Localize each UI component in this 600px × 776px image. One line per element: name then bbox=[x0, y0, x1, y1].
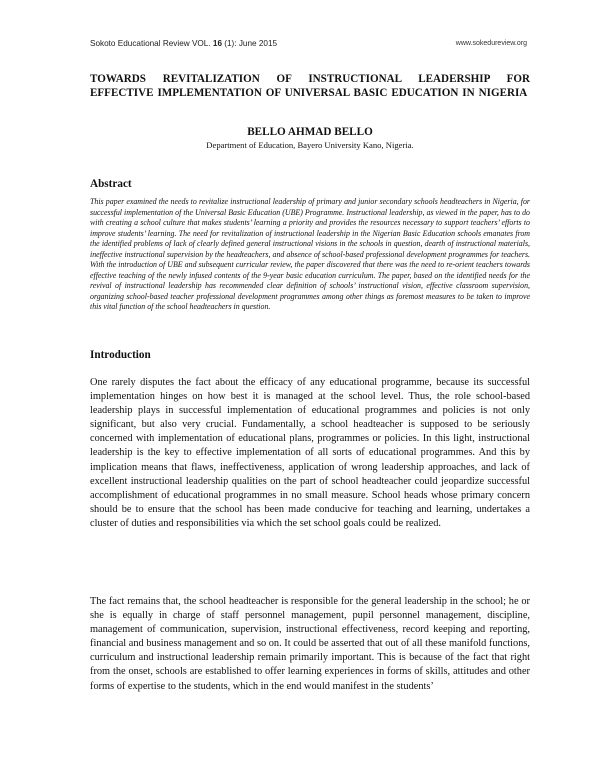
introduction-paragraph-1: One rarely disputes the fact about the efficacy of any educational programme, because its successful implementation hinges on how best it is managed at the school level. Thus, the role school-based leadership plays in successful implementation of educational programmes and policies is not only significant, but also very crucial. Fundamentally, a school headteacher is supposed to be seriously concerned with implementation of educational plans, programmes or policies. In this light, instructional leadership is the key to effective implementation of all sorts of educational programmes. And this by implication means that flaws, ineffectiveness, application of wrong leadership approaches, and lack of excellent instructional leadership qualities on the part of school headteacher could jeopardize successful accomplishment of educational programmes in no small measure. School heads whose primary concern should be to ensure that the school has been made conducive for teaching and learning, undertakes a cluster of duties and responsibilities via which the set school goals could be realized. bbox=[90, 377, 530, 529]
journal-website: www.sokedureview.org bbox=[455, 40, 527, 47]
journal-header bbox=[90, 39, 277, 48]
introduction-paragraph-2: The fact remains that, the school headteacher is responsible for the general leadership in the school; he or she is equally in charge of staff personnel management, pupil personnel management, discipline, management of communication, supervision, instructional effectiveness, record keeping and reporting, financial and business management and so on. It could be asserted that out of all these manifold functions, curriculum and instructional leadership remain primarily important. This is because of the fact that right from the onset, schools are established to offer learning experiences in forms of skills, attitudes and other forms of expertise to the students, which in the end would manifest in the students’ bbox=[90, 596, 530, 692]
author-affiliation: Department of Education, Bayero University Kano, Nigeria. bbox=[206, 140, 414, 150]
volume-number: 16 bbox=[212, 39, 222, 48]
paper-title: TOWARDS REVITALIZATION OF INSTRUCTIONAL LEADERSHIP FOR EFFECTIVE IMPLEMENTATION OF UNIVERSAL BASIC EDUCATION IN NIGERIA bbox=[90, 73, 530, 99]
author-name: BELLO AHMAD BELLO bbox=[247, 126, 373, 138]
issue-date: (1): June 2015 bbox=[222, 39, 278, 48]
introduction-heading: Introduction bbox=[90, 349, 151, 361]
abstract-heading: Abstract bbox=[90, 178, 132, 190]
abstract-text: This paper examined the needs to revitalize instructional leadership of primary and junior secondary schools headteachers in Nigeria, for successful implementation of the Universal Basic Education (UBE) Programme. Instructional leadership, as viewed in the paper, has to do with creating a school culture that makes students’ learning a priority and provides the resources necessary to support teachers’ efforts to improve students’ learning. The need for revitalization of instructional leadership in the Nigerian Basic Education schools emanates from the identified problems of lack of clearly defined general instructional visions in the schools in question, dearth of instructional materials, ineffective instructional supervision by the headteachers, and absence of school-based professional development programmes for teachers. With the introduction of UBE and subsequent curricular review, the paper discovered that there was the need to re-orient teachers towards effective teaching of the newly infused contents of the 9-year basic education curriculum. The paper, based on the identified needs for the revival of instructional leadership has recommended clear definition of schools’ instructional vision, effective classroom supervision, organizing school-based teacher professional development programmes among other things as foremost measures to be taken to improve this vital function of the school headteachers in question. bbox=[90, 197, 530, 312]
journal-name: Sokoto Educational Review VOL. bbox=[90, 39, 213, 48]
